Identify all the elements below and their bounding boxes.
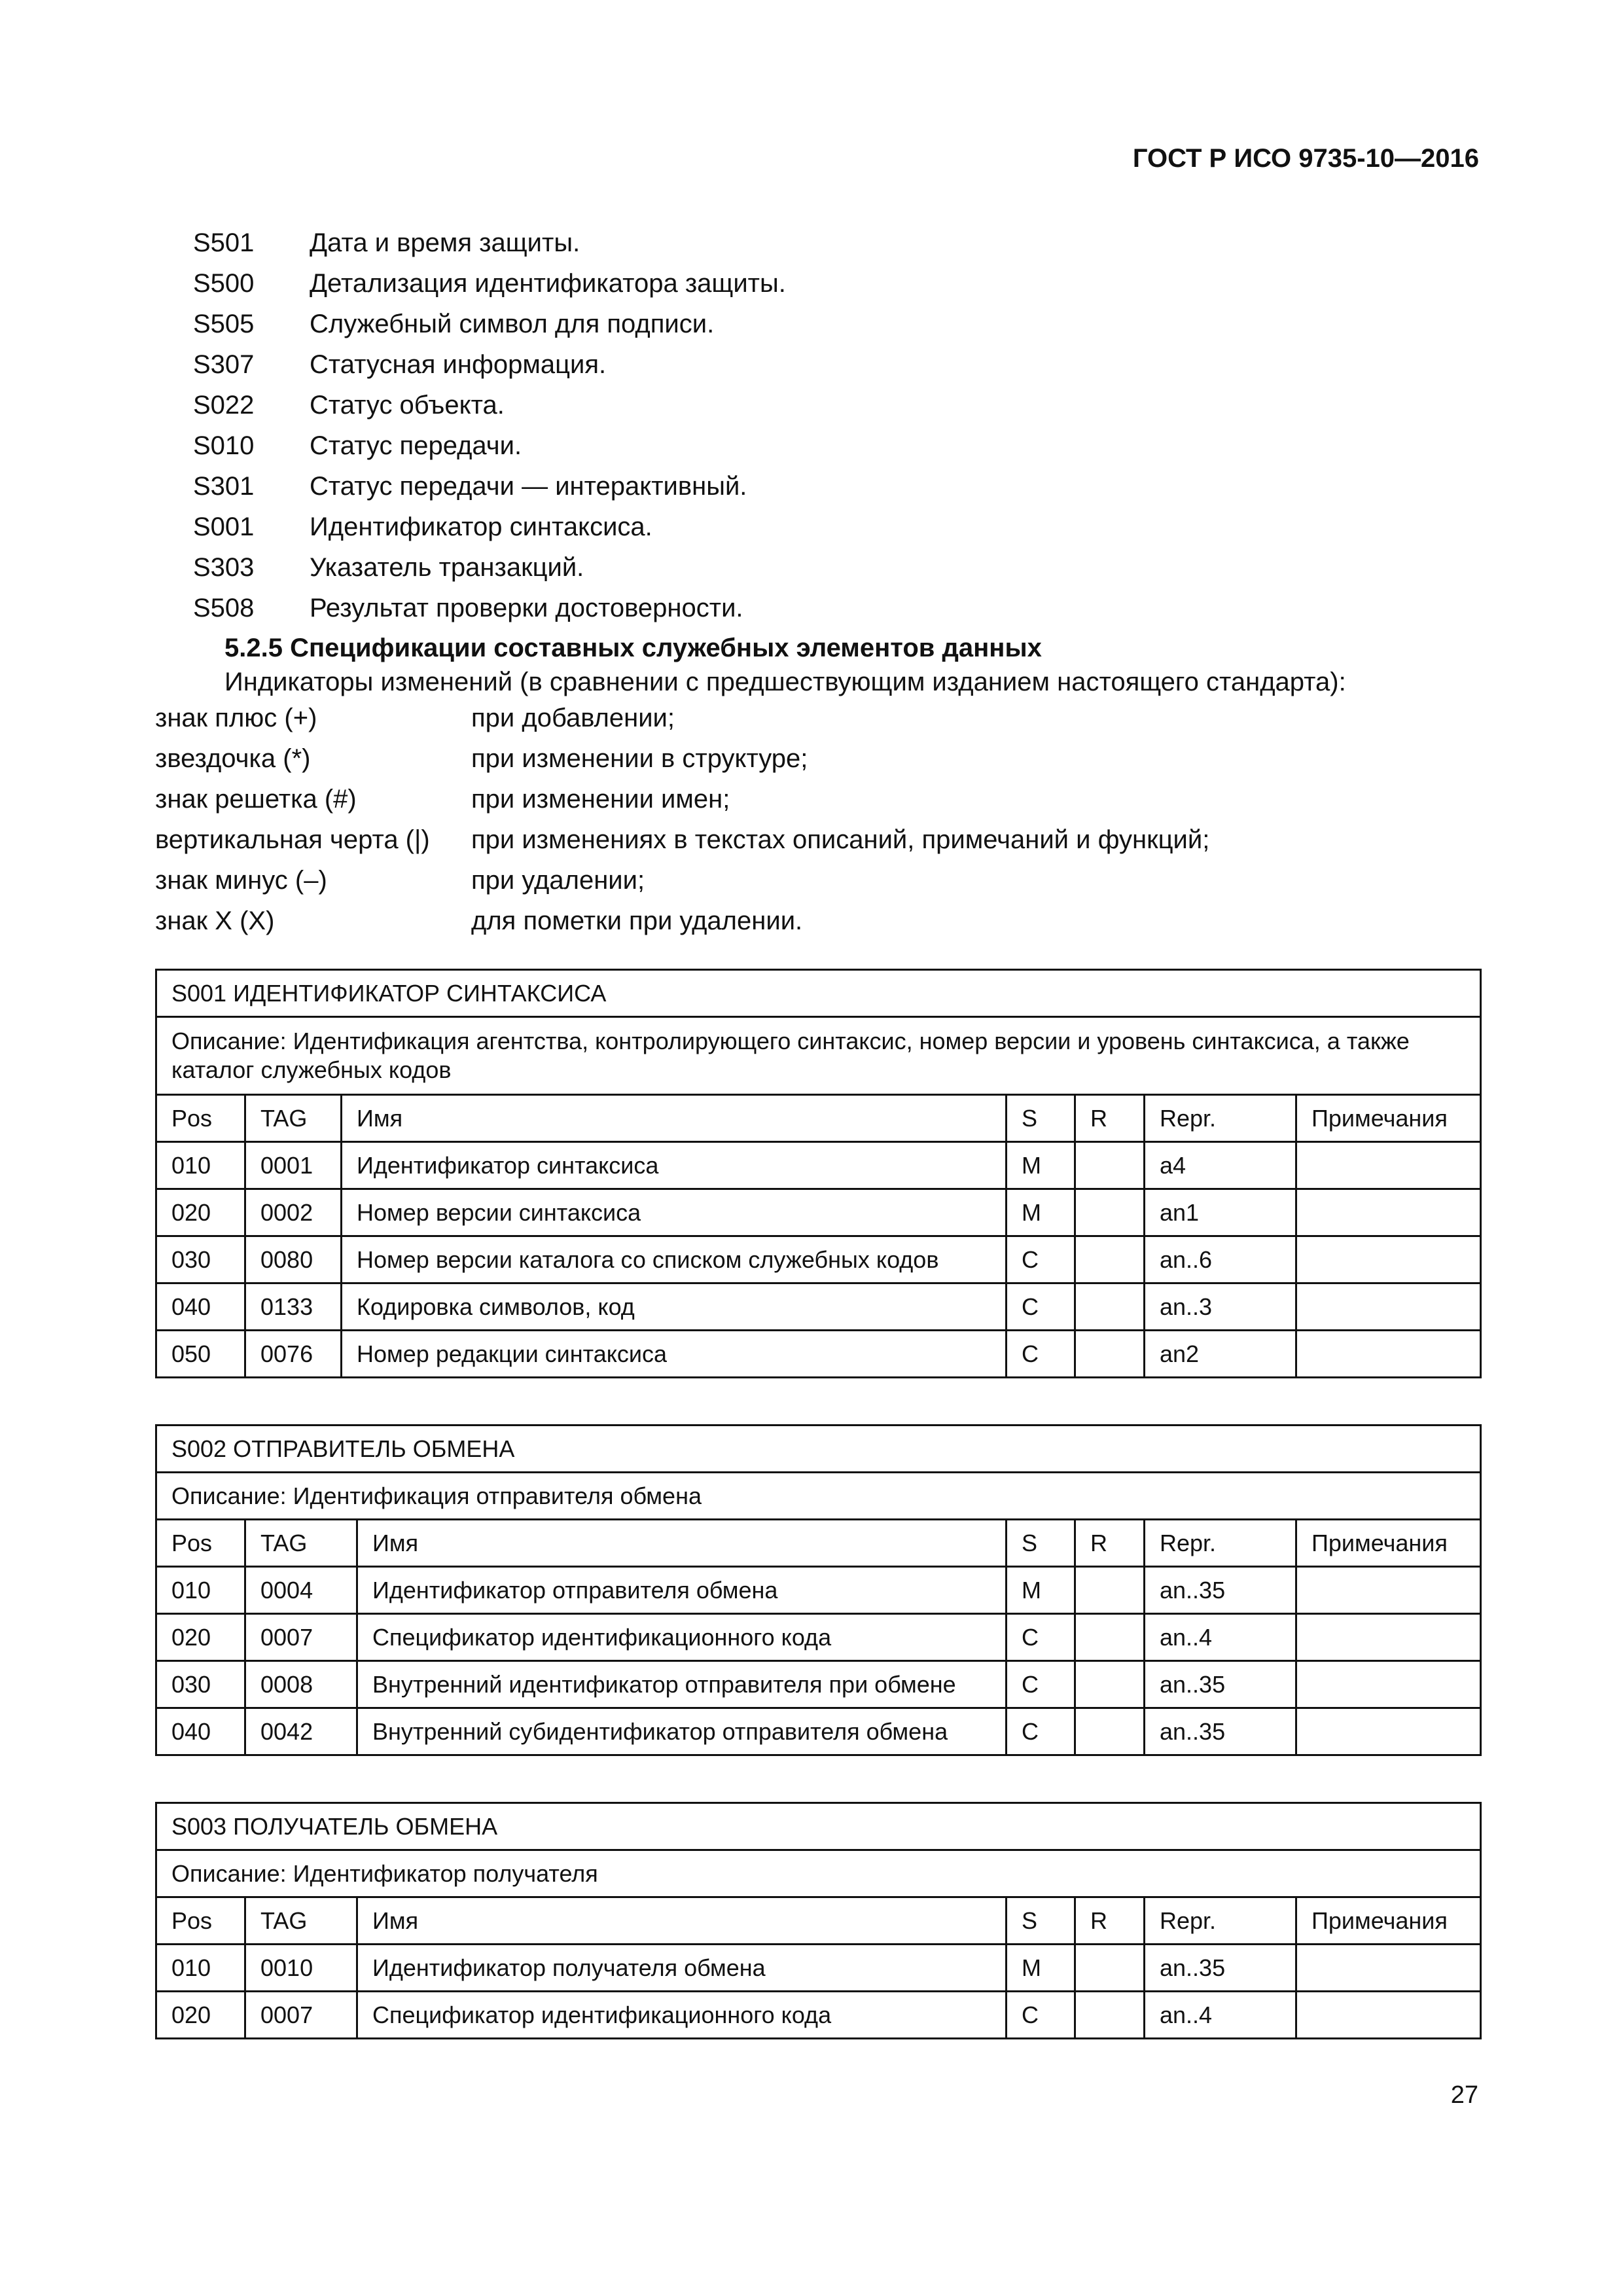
column-header-notes: Примечания (1296, 1520, 1481, 1567)
indicator-meaning: при изменениях в текстах описаний, примечаний и функций; (471, 825, 1210, 854)
cell-notes (1296, 1614, 1481, 1661)
cell-s: M (1007, 1142, 1075, 1189)
table-row (156, 1283, 1481, 1331)
cell-repr: an1 (1145, 1189, 1296, 1236)
page-number: 27 (1450, 2081, 1478, 2109)
cell-notes (1296, 1189, 1481, 1236)
table-header-row (156, 1520, 1481, 1567)
cell-tag: 0133 (245, 1283, 342, 1331)
table-row (156, 1661, 1481, 1708)
table-title: S001 ИДЕНТИФИКАТОР СИНТАКСИСА (156, 970, 1481, 1017)
cell-tag: 0080 (245, 1236, 342, 1283)
definition-item (193, 425, 786, 466)
indicator-meaning: при добавлении; (471, 703, 675, 732)
definition-text: Указатель транзакций. (310, 552, 584, 582)
table-description: Описание: Идентификация агентства, контролирующего синтаксис, номер версии и уровень синтаксиса, а также каталог служебных кодов (156, 1017, 1481, 1095)
indicator-sign: знак решетка (#) (155, 784, 357, 814)
cell-pos: 030 (156, 1236, 245, 1283)
definition-item (193, 304, 786, 344)
document-header: ГОСТ Р ИСО 9735-10—2016 (1132, 144, 1479, 173)
cell-r (1075, 1567, 1145, 1614)
column-header-notes: Примечания (1296, 1897, 1481, 1945)
indicator-meaning: при удалении; (471, 865, 645, 895)
cell-name: Идентификатор синтаксиса (342, 1142, 1007, 1189)
column-header-notes: Примечания (1296, 1095, 1481, 1142)
column-header-r: R (1075, 1095, 1145, 1142)
cell-repr: a4 (1145, 1142, 1296, 1189)
definition-list (193, 223, 786, 628)
indicator-meaning: при изменении в структуре; (471, 744, 808, 773)
cell-tag: 0010 (245, 1945, 357, 1992)
definition-text: Детализация идентификатора защиты. (310, 268, 786, 298)
cell-repr: an..4 (1145, 1992, 1296, 2039)
table-row (156, 1708, 1481, 1755)
table-header-row (156, 1095, 1481, 1142)
cell-tag: 0008 (245, 1661, 357, 1708)
cell-tag: 0001 (245, 1142, 342, 1189)
spec-table-s002 (155, 1424, 1482, 1756)
cell-tag: 0007 (245, 1992, 357, 2039)
column-header-tag: TAG (245, 1095, 342, 1142)
table-description: Описание: Идентификация отправителя обмена (156, 1473, 1481, 1520)
definition-item (193, 466, 786, 507)
definition-code: S022 (193, 390, 255, 420)
indicator-item (155, 901, 1209, 941)
column-header-repr: Repr. (1145, 1095, 1296, 1142)
cell-r (1075, 1708, 1145, 1755)
cell-name: Спецификатор идентификационного кода (357, 1992, 1007, 2039)
cell-repr: an..4 (1145, 1614, 1296, 1661)
table-row (156, 1614, 1481, 1661)
cell-s: M (1007, 1945, 1075, 1992)
table-row (156, 1331, 1481, 1378)
column-header-repr: Repr. (1145, 1520, 1296, 1567)
indicator-sign: знак минус (–) (155, 865, 327, 895)
definition-text: Идентификатор синтаксиса. (310, 512, 652, 541)
definition-item (193, 507, 786, 547)
section-title: 5.2.5 Спецификации составных служебных элементов данных (224, 634, 1042, 662)
definition-text: Статус передачи. (310, 431, 522, 460)
indicator-meaning: для пометки при удалении. (471, 906, 803, 935)
indicator-meaning: при изменении имен; (471, 784, 730, 814)
column-header-tag: TAG (245, 1897, 357, 1945)
column-header-r: R (1075, 1897, 1145, 1945)
cell-pos: 050 (156, 1331, 245, 1378)
cell-s: C (1007, 1236, 1075, 1283)
cell-pos: 040 (156, 1283, 245, 1331)
indicator-sign: знак плюс (+) (155, 703, 317, 732)
cell-s: C (1007, 1992, 1075, 2039)
cell-repr: an..35 (1145, 1567, 1296, 1614)
cell-pos: 020 (156, 1992, 245, 2039)
cell-tag: 0004 (245, 1567, 357, 1614)
column-header-s: S (1007, 1897, 1075, 1945)
cell-notes (1296, 1142, 1481, 1189)
cell-r (1075, 1283, 1145, 1331)
table-description: Описание: Идентификатор получателя (156, 1850, 1481, 1897)
cell-pos: 020 (156, 1189, 245, 1236)
cell-notes (1296, 1708, 1481, 1755)
cell-notes (1296, 1992, 1481, 2039)
cell-tag: 0042 (245, 1708, 357, 1755)
cell-s: C (1007, 1614, 1075, 1661)
table-row (156, 1945, 1481, 1992)
cell-name: Номер редакции синтаксиса (342, 1331, 1007, 1378)
indicator-item (155, 819, 1209, 860)
column-header-pos: Pos (156, 1095, 245, 1142)
indicator-list (155, 698, 1209, 941)
cell-pos: 030 (156, 1661, 245, 1708)
cell-r (1075, 1189, 1145, 1236)
column-header-pos: Pos (156, 1897, 245, 1945)
column-header-tag: TAG (245, 1520, 357, 1567)
cell-s: M (1007, 1567, 1075, 1614)
definition-item (193, 547, 786, 588)
cell-pos: 010 (156, 1567, 245, 1614)
table-row (156, 1189, 1481, 1236)
cell-name: Идентификатор отправителя обмена (357, 1567, 1007, 1614)
cell-name: Идентификатор получателя обмена (357, 1945, 1007, 1992)
definition-code: S500 (193, 268, 255, 298)
column-header-s: S (1007, 1095, 1075, 1142)
cell-tag: 0002 (245, 1189, 342, 1236)
definition-code: S301 (193, 471, 255, 501)
cell-name: Внутренний идентификатор отправителя при обмене (357, 1661, 1007, 1708)
spec-table-s001 (155, 969, 1482, 1378)
cell-repr: an..35 (1145, 1661, 1296, 1708)
cell-s: C (1007, 1708, 1075, 1755)
definition-text: Статус передачи — интерактивный. (310, 471, 747, 501)
cell-repr: an..6 (1145, 1236, 1296, 1283)
cell-r (1075, 1614, 1145, 1661)
table-title: S003 ПОЛУЧАТЕЛЬ ОБМЕНА (156, 1803, 1481, 1850)
cell-name: Кодировка символов, код (342, 1283, 1007, 1331)
cell-repr: an..35 (1145, 1708, 1296, 1755)
cell-r (1075, 1661, 1145, 1708)
column-header-name: Имя (357, 1897, 1007, 1945)
cell-r (1075, 1236, 1145, 1283)
column-header-name: Имя (342, 1095, 1007, 1142)
indicator-sign: звездочка (*) (155, 744, 311, 773)
definition-code: S303 (193, 552, 255, 582)
definition-item (193, 344, 786, 385)
section-intro: Индикаторы изменений (в сравнении с предшествующим изданием настоящего стандарта): (224, 668, 1346, 696)
table-row (156, 1142, 1481, 1189)
column-header-name: Имя (357, 1520, 1007, 1567)
cell-notes (1296, 1661, 1481, 1708)
cell-r (1075, 1331, 1145, 1378)
definition-code: S505 (193, 309, 255, 338)
definition-code: S508 (193, 593, 255, 622)
definition-code: S501 (193, 228, 255, 257)
definition-item (193, 263, 786, 304)
cell-pos: 040 (156, 1708, 245, 1755)
cell-notes (1296, 1945, 1481, 1992)
cell-notes (1296, 1236, 1481, 1283)
cell-tag: 0076 (245, 1331, 342, 1378)
table-title: S002 ОТПРАВИТЕЛЬ ОБМЕНА (156, 1426, 1481, 1473)
table-row (156, 1992, 1481, 2039)
indicator-sign: вертикальная черта (|) (155, 825, 430, 854)
indicator-sign: знак X (X) (155, 906, 275, 935)
indicator-item (155, 779, 1209, 819)
spec-table-s003 (155, 1802, 1482, 2039)
cell-s: C (1007, 1661, 1075, 1708)
definition-item (193, 385, 786, 425)
cell-name: Номер версии синтаксиса (342, 1189, 1007, 1236)
indicator-item (155, 860, 1209, 901)
cell-pos: 010 (156, 1945, 245, 1992)
table-row (156, 1567, 1481, 1614)
cell-repr: an..35 (1145, 1945, 1296, 1992)
cell-notes (1296, 1331, 1481, 1378)
cell-repr: an2 (1145, 1331, 1296, 1378)
cell-s: C (1007, 1331, 1075, 1378)
cell-r (1075, 1945, 1145, 1992)
definition-text: Служебный символ для подписи. (310, 309, 715, 338)
cell-pos: 010 (156, 1142, 245, 1189)
column-header-pos: Pos (156, 1520, 245, 1567)
table-row (156, 1236, 1481, 1283)
column-header-s: S (1007, 1520, 1075, 1567)
cell-r (1075, 1992, 1145, 2039)
definition-code: S307 (193, 350, 255, 379)
definition-text: Статусная информация. (310, 350, 607, 379)
cell-tag: 0007 (245, 1614, 357, 1661)
cell-notes (1296, 1567, 1481, 1614)
cell-name: Внутренний субидентификатор отправителя обмена (357, 1708, 1007, 1755)
table-header-row (156, 1897, 1481, 1945)
cell-name: Спецификатор идентификационного кода (357, 1614, 1007, 1661)
cell-notes (1296, 1283, 1481, 1331)
definition-item (193, 223, 786, 263)
definition-text: Статус объекта. (310, 390, 505, 420)
definition-code: S001 (193, 512, 255, 541)
definition-code: S010 (193, 431, 255, 460)
indicator-item (155, 698, 1209, 738)
definition-item (193, 588, 786, 628)
cell-name: Номер версии каталога со списком служебных кодов (342, 1236, 1007, 1283)
definition-text: Результат проверки достоверности. (310, 593, 743, 622)
column-header-repr: Repr. (1145, 1897, 1296, 1945)
cell-pos: 020 (156, 1614, 245, 1661)
cell-s: M (1007, 1189, 1075, 1236)
cell-r (1075, 1142, 1145, 1189)
definition-text: Дата и время защиты. (310, 228, 580, 257)
column-header-r: R (1075, 1520, 1145, 1567)
indicator-item (155, 738, 1209, 779)
cell-s: C (1007, 1283, 1075, 1331)
cell-repr: an..3 (1145, 1283, 1296, 1331)
